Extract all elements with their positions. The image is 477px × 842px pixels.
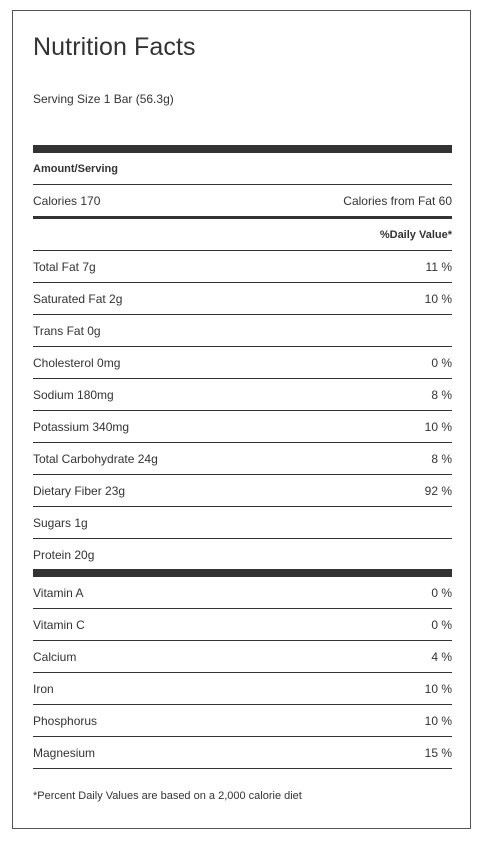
vitamin-dv: 0 % xyxy=(431,585,452,600)
vitamin-row xyxy=(33,737,452,769)
vitamin-dv: 10 % xyxy=(424,681,452,696)
vitamin-label: Phosphorus xyxy=(33,713,98,728)
nutrient-row xyxy=(33,347,452,379)
nutrient-row xyxy=(33,379,452,411)
vitamin-label: Iron xyxy=(33,681,54,696)
calories-label: Calories 170 xyxy=(33,193,101,208)
daily-value-header: %Daily Value* xyxy=(379,228,452,241)
nutrient-row xyxy=(33,475,452,507)
nutrient-row xyxy=(33,315,452,347)
nutrient-label: Dietary Fiber 23g xyxy=(33,483,126,498)
nutrient-label: Sugars 1g xyxy=(33,515,88,530)
nutrient-label: Saturated Fat 2g xyxy=(33,291,123,306)
nutrient-row xyxy=(33,251,452,283)
vitamin-row xyxy=(33,705,452,737)
nutrient-row xyxy=(33,411,452,443)
vitamin-label: Vitamin C xyxy=(33,617,85,632)
nutrient-label: Potassium 340mg xyxy=(33,419,130,434)
vitamin-dv: 15 % xyxy=(424,745,452,760)
nutrient-label: Trans Fat 0g xyxy=(33,323,101,338)
nutrient-label: Total Carbohydrate 24g xyxy=(33,451,158,466)
daily-value-header-row xyxy=(33,219,452,251)
vitamin-row xyxy=(33,673,452,705)
nutrient-dv: 8 % xyxy=(431,387,452,402)
nutrient-label: Sodium 180mg xyxy=(33,387,114,402)
vitamin-dv: 0 % xyxy=(431,617,452,632)
vitamin-label: Calcium xyxy=(33,649,77,664)
vitamin-dv: 10 % xyxy=(424,713,452,728)
vitamin-label: Vitamin A xyxy=(33,585,84,600)
nutrient-row xyxy=(33,283,452,315)
thick-divider xyxy=(33,569,452,577)
nutrient-label: Total Fat 7g xyxy=(33,259,96,274)
nutrient-dv: 92 % xyxy=(424,483,452,498)
vitamin-dv: 4 % xyxy=(431,649,452,664)
vitamin-row xyxy=(33,577,452,609)
nutrient-row xyxy=(33,443,452,475)
nutrient-row xyxy=(33,539,452,571)
amount-header: Amount/Serving xyxy=(33,162,118,175)
nutrition-facts-panel xyxy=(12,10,471,829)
nutrient-label: Cholesterol 0mg xyxy=(33,355,121,370)
nutrient-label: Protein 20g xyxy=(33,548,95,562)
vitamin-label: Magnesium xyxy=(33,745,96,760)
nutrient-dv: 11 % xyxy=(425,259,452,274)
vitamin-row xyxy=(33,609,452,641)
amount-per-serving-row xyxy=(33,153,452,185)
nutrient-row xyxy=(33,507,452,539)
nutrient-dv: 10 % xyxy=(424,291,452,306)
serving-size: Serving Size 1 Bar (56.3g) xyxy=(33,92,174,106)
nutrient-dv: 10 % xyxy=(424,419,452,434)
daily-value-footnote: *Percent Daily Values are based on a 2,000 calorie diet xyxy=(33,790,302,802)
calories-row xyxy=(33,185,452,219)
vitamin-row xyxy=(33,641,452,673)
nutrient-dv: 0 % xyxy=(431,355,452,370)
panel-title: Nutrition Facts xyxy=(33,33,196,61)
calories-from-fat: Calories from Fat 60 xyxy=(343,193,452,208)
nutrient-dv: 8 % xyxy=(431,451,452,466)
thick-divider xyxy=(33,145,452,153)
